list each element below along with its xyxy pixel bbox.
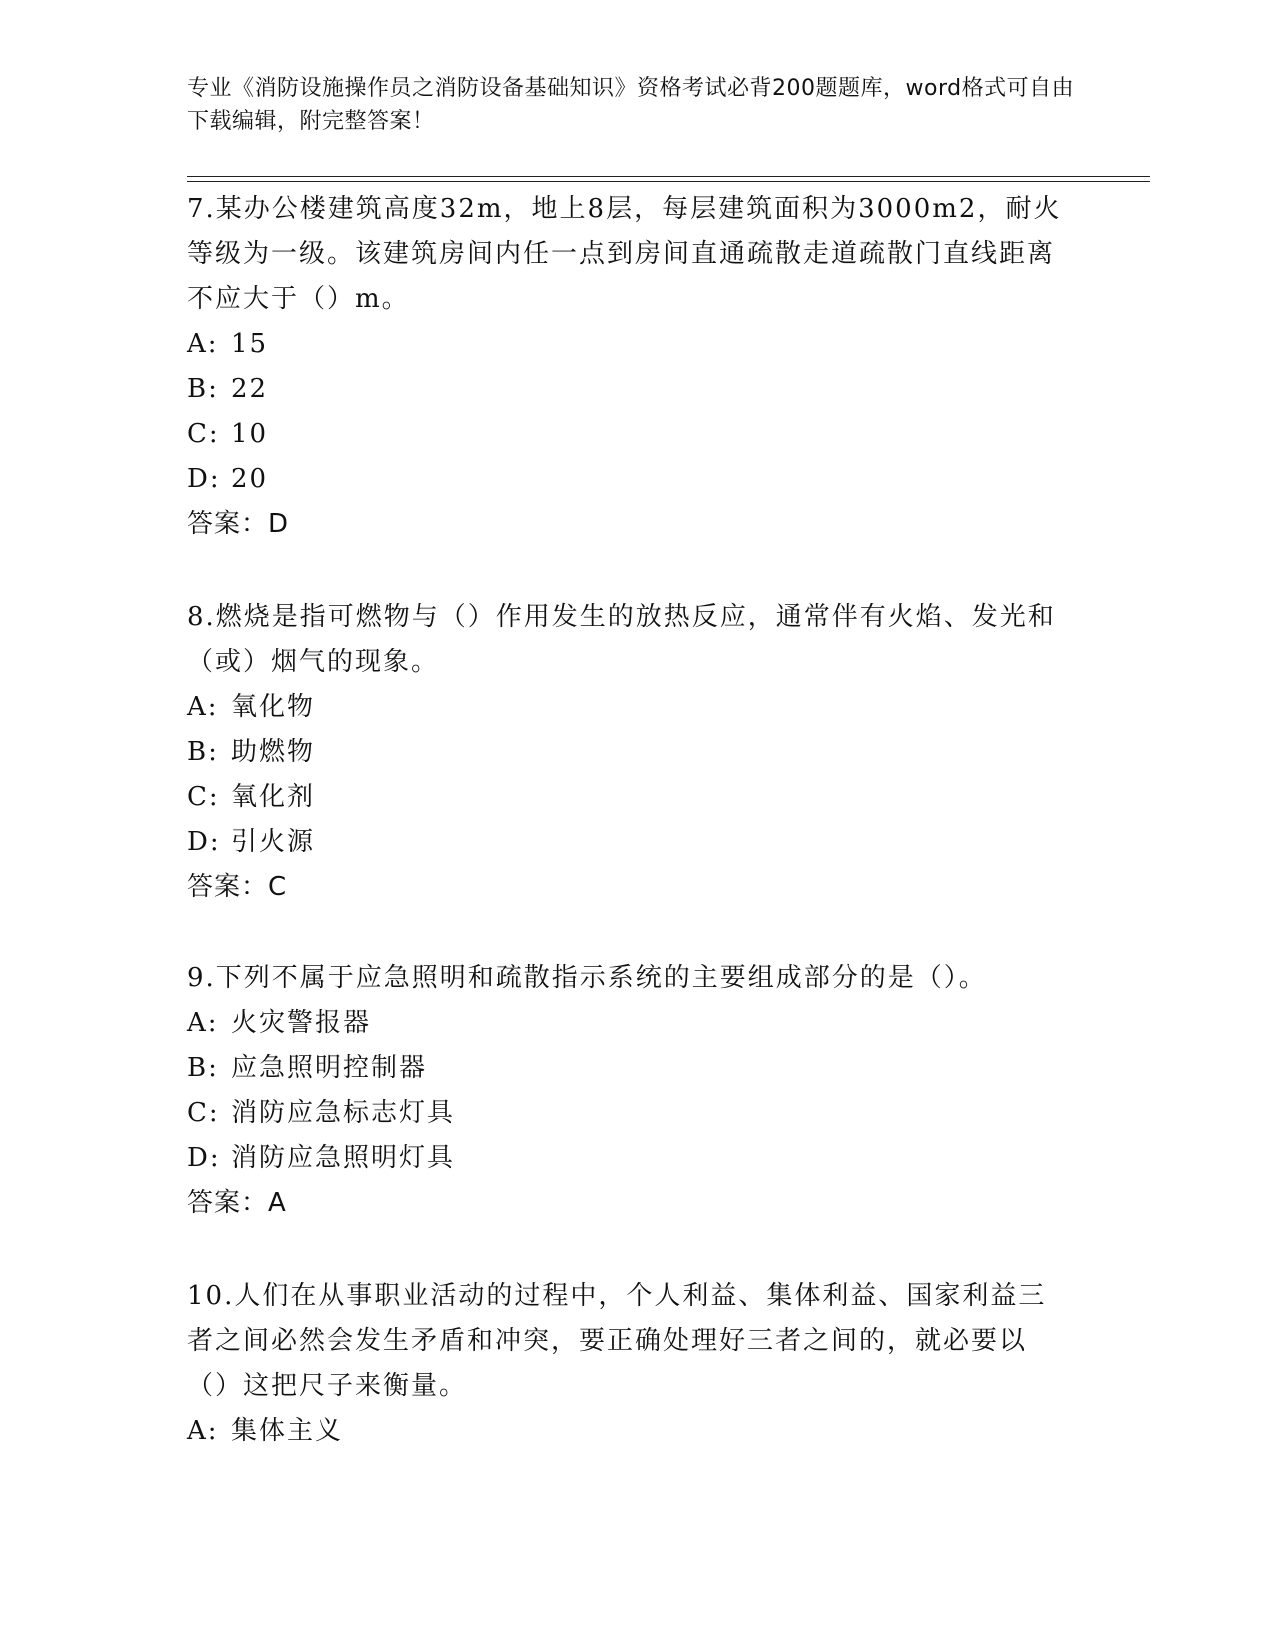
option-text: 10 — [231, 419, 269, 449]
option-label: C: — [187, 782, 220, 812]
option-text: 集体主义 — [231, 1416, 344, 1446]
option-text: 应急照明控制器 — [231, 1053, 428, 1083]
option-label: A: — [187, 329, 219, 359]
question-10 — [187, 1274, 1067, 1454]
answer-line: 答案：C — [187, 872, 288, 902]
option-c — [187, 412, 1067, 457]
option-label: B: — [187, 374, 219, 404]
option-label: A: — [187, 1416, 219, 1446]
option-text: 氧化剂 — [231, 782, 316, 812]
option-label: A: — [187, 692, 219, 722]
option-label: A: — [187, 1008, 219, 1038]
option-c — [187, 775, 1067, 820]
option-text: 消防应急照明灯具 — [231, 1143, 456, 1173]
document-header: 专业《消防设施操作员之消防设备基础知识》资格考试必背200题题库，word格式可自由下载编辑，附完整答案！ — [187, 76, 1075, 134]
option-text: 火灾警报器 — [231, 1008, 372, 1038]
option-text: 22 — [231, 374, 269, 404]
option-label: D: — [187, 827, 221, 857]
answer-line: 答案：A — [187, 1188, 287, 1218]
option-label: B: — [187, 1053, 219, 1083]
option-text: 引火源 — [231, 827, 316, 857]
option-text: 氧化物 — [231, 692, 316, 722]
option-d — [187, 457, 1067, 502]
answer-line: 答案：D — [187, 509, 290, 539]
question-stem: 8.燃烧是指可燃物与（）作用发生的放热反应，通常伴有火焰、发光和（或）烟气的现象。 — [187, 602, 1056, 677]
option-b — [187, 367, 1067, 412]
option-d — [187, 820, 1067, 865]
option-label: C: — [187, 419, 220, 449]
option-label: D: — [187, 1143, 221, 1173]
question-7 — [187, 187, 1067, 547]
option-text: 20 — [231, 464, 269, 494]
question-8 — [187, 595, 1067, 910]
option-a — [187, 322, 1067, 367]
option-c — [187, 1091, 1067, 1136]
option-a — [187, 1001, 1067, 1046]
option-b — [187, 730, 1067, 775]
header-divider-top — [187, 176, 1150, 177]
option-d — [187, 1136, 1067, 1181]
option-label: B: — [187, 737, 219, 767]
option-b — [187, 1046, 1067, 1091]
option-a — [187, 685, 1067, 730]
question-9 — [187, 956, 1067, 1226]
option-text: 消防应急标志灯具 — [231, 1098, 456, 1128]
option-a — [187, 1409, 1067, 1454]
question-stem: 9.下列不属于应急照明和疏散指示系统的主要组成部分的是（）。 — [187, 963, 987, 993]
header-divider-bottom — [187, 181, 1150, 182]
question-stem: 7.某办公楼建筑高度32m，地上8层，每层建筑面积为3000m2，耐火等级为一级。该建筑房间内任一点到房间直通疏散走道疏散门直线距离不应大于（）m。 — [187, 194, 1062, 314]
option-label: C: — [187, 1098, 220, 1128]
option-text: 助燃物 — [231, 737, 316, 767]
option-label: D: — [187, 464, 221, 494]
question-stem: 10.人们在从事职业活动的过程中，个人利益、集体利益、国家利益三者之间必然会发生矛盾和冲突，要正确处理好三者之间的，就必要以（）这把尺子来衡量。 — [187, 1281, 1047, 1401]
option-text: 15 — [231, 329, 269, 359]
